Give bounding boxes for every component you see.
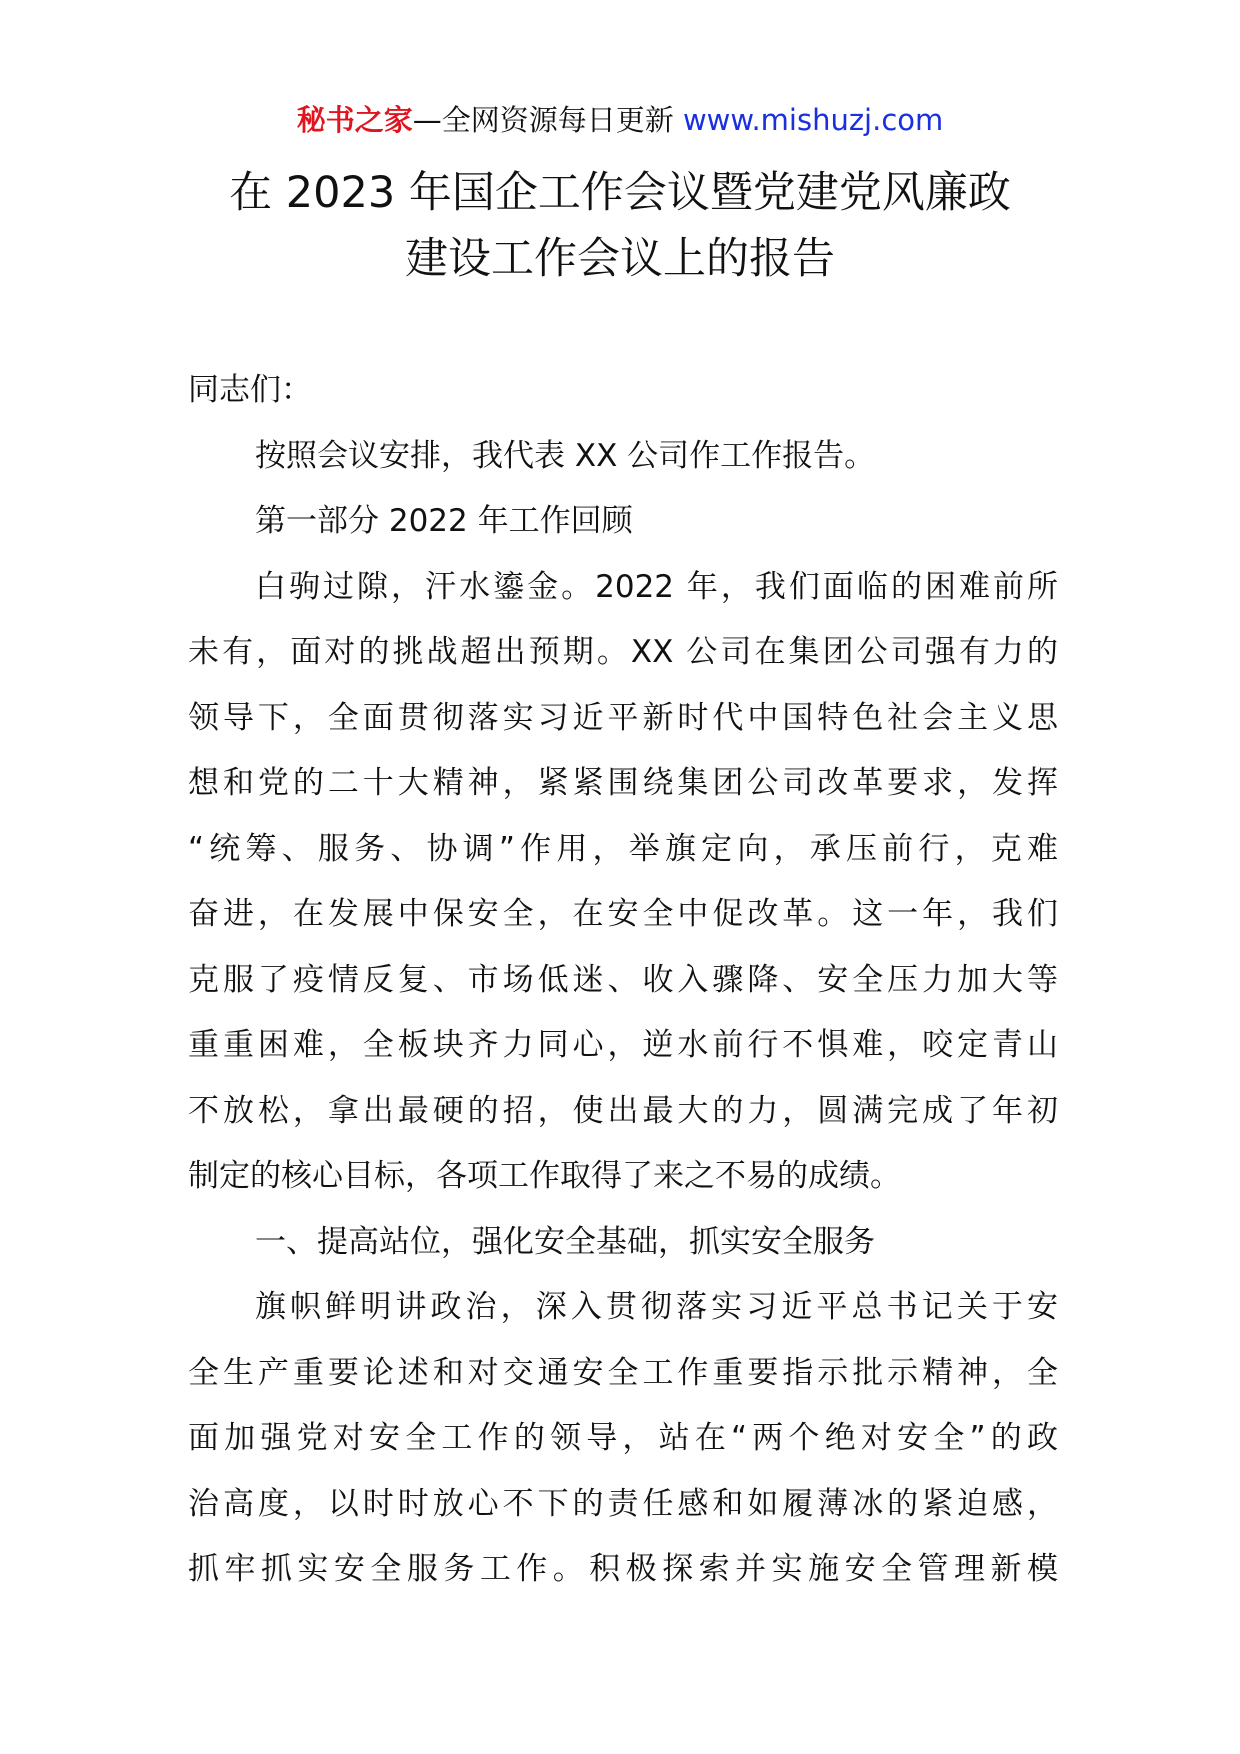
paragraph-line: 治高度，以时时放心不下的责任感和如履薄冰的紧迫感， <box>188 1485 1058 1522</box>
paragraph-line: 想和党的二十大精神，紧紧围绕集团公司改革要求，发挥 <box>188 765 1058 801</box>
paragraph-line: 未有，面对的挑战超出预期。XX 公司在集团公司强有力的 <box>188 634 1058 670</box>
site-url-link[interactable]: www.mishuzj.com <box>682 103 944 137</box>
paragraph-line: 重重困难，全板块齐力同心，逆水前行不惧难，咬定青山 <box>188 1027 1058 1063</box>
site-brand: 秘书之家 <box>296 103 413 137</box>
paragraph-line: 白驹过隙，汗水鎏金。2022 年，我们面临的困难前所 <box>255 568 1058 605</box>
paragraph-line: 不放松，拿出最硬的招，使出最大的力，圆满完成了年初 <box>188 1092 1058 1129</box>
title-line-1: 在 2023 年国企工作会议暨党建党风廉政 <box>229 168 1011 218</box>
paragraph-line: 领导下，全面贯彻落实习近平新时代中国特色社会主义思 <box>188 699 1058 736</box>
section-heading: 第一部分 2022 年工作回顾 <box>255 503 633 539</box>
paragraph-line: 面加强党对安全工作的领导，站在“两个绝对安全”的政 <box>188 1420 1058 1456</box>
document-title <box>140 160 1100 292</box>
paragraph-line: “统筹、服务、协调”作用，举旗定向，承压前行，克难 <box>188 830 1058 867</box>
salutation: 同志们： <box>188 372 312 408</box>
intro-paragraph: 按照会议安排，我代表 XX 公司作工作报告。 <box>255 437 876 474</box>
document-body <box>188 358 1058 1603</box>
paragraph-line: 抓牢抓实安全服务工作。积极探索并实施安全管理新模 <box>188 1551 1058 1587</box>
subheading: 一、提高站位，强化安全基础，抓实安全服务 <box>255 1223 875 1260</box>
site-header <box>0 100 1240 140</box>
paragraph-line: 奋进，在发展中保安全，在安全中促改革。这一年，我们 <box>188 896 1058 932</box>
review-paragraph <box>188 555 1058 1210</box>
paragraph-line: 克服了疫情反复、市场低迷、收入骤降、安全压力加大等 <box>188 961 1058 998</box>
paragraph-line: 旗帜鲜明讲政治，深入贯彻落实习近平总书记关于安 <box>255 1289 1058 1325</box>
safety-paragraph <box>188 1275 1058 1603</box>
site-slogan: —全网资源每日更新 <box>412 103 674 137</box>
title-line-2: 建设工作会议上的报告 <box>405 234 835 284</box>
paragraph-line: 制定的核心目标，各项工作取得了来之不易的成绩。 <box>188 1158 901 1194</box>
paragraph-line: 全生产重要论述和对交通安全工作重要指示批示精神，全 <box>188 1354 1058 1391</box>
